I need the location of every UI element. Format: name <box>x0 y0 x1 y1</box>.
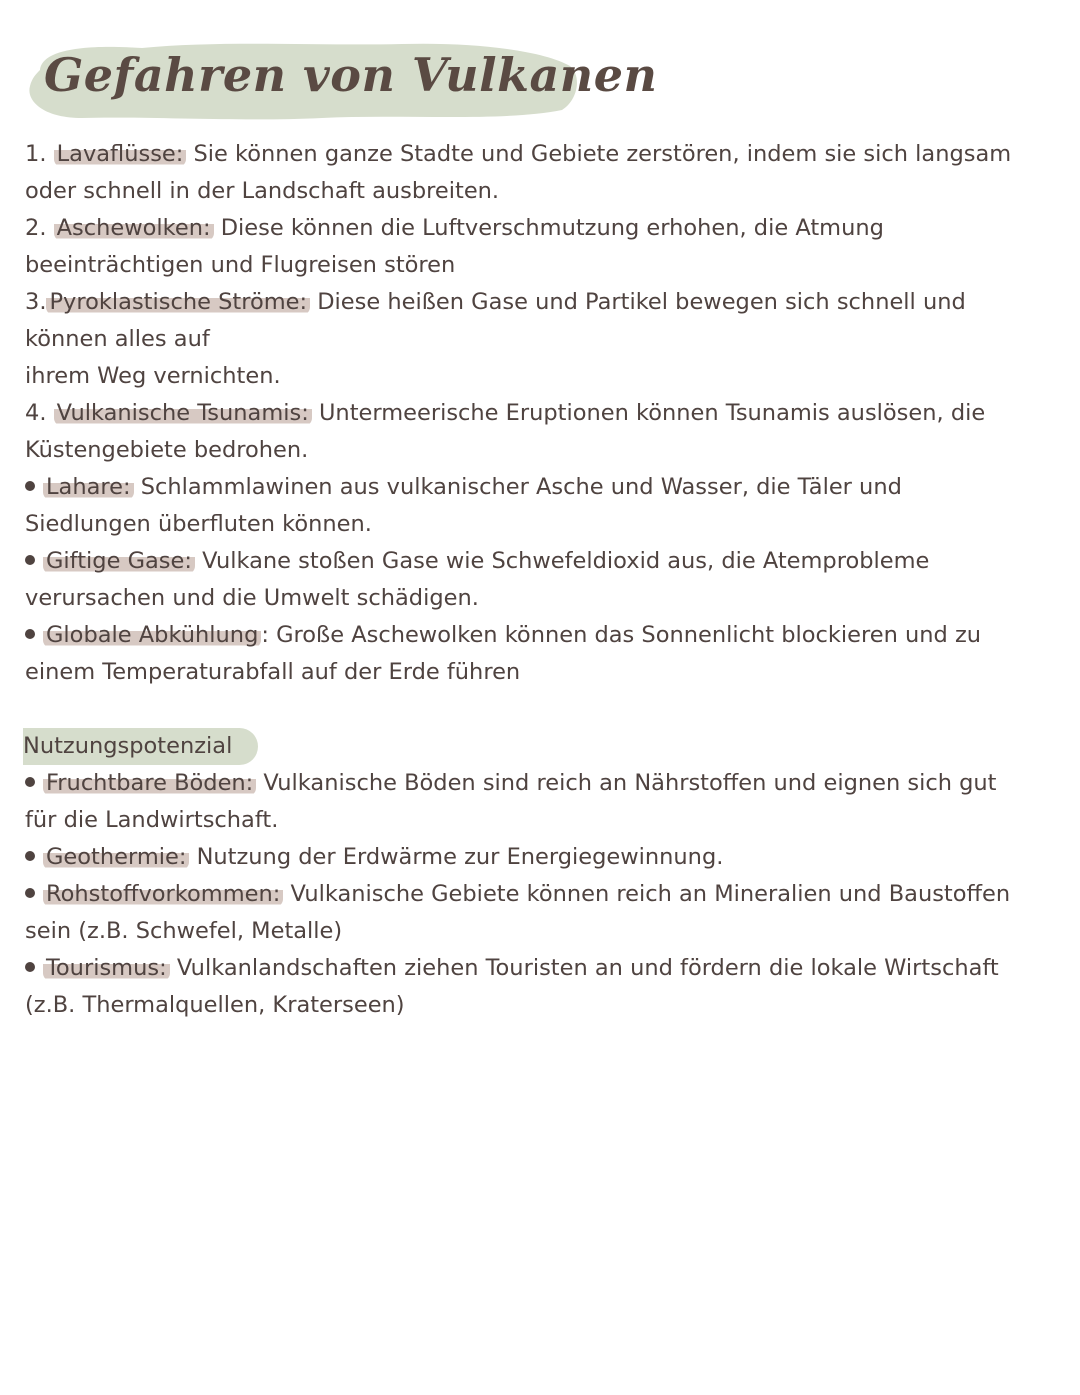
item-text: Sie können ganze Stadte und Gebiete zerstören, indem sie sich langsam <box>193 141 1012 167</box>
term-highlight: Lavaflüsse: <box>54 141 187 167</box>
term-highlight: Giftige Gase: <box>43 548 195 574</box>
item-text-continued: Siedlungen überfluten können. <box>25 511 372 537</box>
page-title: Gefahren von Vulkanen <box>44 48 658 102</box>
term-highlight: Pyroklastische Ströme: <box>46 289 310 315</box>
item-text: Schlammlawinen aus vulkanischer Asche und Wasser, die Täler und <box>140 474 902 500</box>
item-text: Vulkanische Gebiete können reich an Mineralien und Baustoffen <box>290 881 1011 907</box>
item-text: Vulkanlandschaften ziehen Touristen an und fördern die lokale Wirtschaft <box>176 955 999 981</box>
term-highlight: Globale Abkühlung <box>43 622 261 648</box>
list-item <box>25 284 1055 321</box>
item-text: Diese können die Luftverschmutzung erhohen, die Atmung <box>220 215 884 241</box>
item-text-continued: einem Temperaturabfall auf der Erde führen <box>25 659 521 685</box>
item-text-continued: (z.B. Thermalquellen, Kraterseen) <box>25 992 405 1018</box>
term-highlight: Aschewolken: <box>54 215 214 241</box>
bullet-icon <box>25 851 35 861</box>
item-text-continued: beeinträchtigen und Flugreisen stören <box>25 252 456 278</box>
item-text: Diese heißen Gase und Partikel bewegen sich schnell und <box>317 289 966 315</box>
item-text-continued: sein (z.B. Schwefel, Metalle) <box>25 918 343 944</box>
item-text: Nutzung der Erdwärme zur Energiegewinnung. <box>196 844 724 870</box>
list-item <box>25 395 1055 432</box>
item-number: 4. <box>25 400 47 426</box>
list-item <box>25 617 1055 654</box>
term-highlight: Fruchtbare Böden: <box>43 770 256 796</box>
term-highlight: Tourismus: <box>43 955 170 981</box>
item-text-continued: ihrem Weg vernichten. <box>25 363 281 389</box>
item-text-continued: Küstengebiete bedrohen. <box>25 437 309 463</box>
list-item <box>25 765 1055 802</box>
list-item <box>25 876 1055 913</box>
list-item <box>25 136 1055 173</box>
bullet-icon <box>25 555 35 565</box>
term-highlight: Vulkanische Tsunamis: <box>54 400 312 426</box>
bullet-icon <box>25 481 35 491</box>
item-text: Untermeerische Eruptionen können Tsunamis auslösen, die <box>318 400 986 426</box>
list-item <box>25 469 1055 506</box>
title-banner <box>22 40 658 120</box>
bullet-icon <box>25 777 35 787</box>
item-number: 3. <box>25 289 47 315</box>
item-text-continued: oder schnell in der Landschaft ausbreiten. <box>25 178 500 204</box>
item-number: 2. <box>25 215 47 241</box>
notes-body <box>25 136 1055 1024</box>
item-text: Vulkane stoßen Gase wie Schwefeldioxid aus, die Atemprobleme <box>202 548 930 574</box>
item-text: : Große Aschewolken können das Sonnenlicht blockieren und zu <box>261 622 982 648</box>
item-text-continued: können alles auf <box>25 326 210 352</box>
term-highlight: Geothermie: <box>43 844 189 870</box>
bullet-icon <box>25 962 35 972</box>
item-number: 1. <box>25 141 47 167</box>
item-text-continued: für die Landwirtschaft. <box>25 807 279 833</box>
list-item <box>25 839 1055 876</box>
list-item <box>25 210 1055 247</box>
section-gap <box>25 691 1055 728</box>
section-heading-row <box>25 728 1055 765</box>
list-item <box>25 543 1055 580</box>
term-highlight: Rohstoffvorkommen: <box>43 881 283 907</box>
item-text: Vulkanische Böden sind reich an Nährstoffen und eignen sich gut <box>263 770 997 796</box>
term-highlight: Lahare: <box>43 474 134 500</box>
section-heading: Nutzungspotenzial <box>23 728 258 765</box>
list-item <box>25 950 1055 987</box>
bullet-icon <box>25 629 35 639</box>
bullet-icon <box>25 888 35 898</box>
item-text-continued: verursachen und die Umwelt schädigen. <box>25 585 479 611</box>
